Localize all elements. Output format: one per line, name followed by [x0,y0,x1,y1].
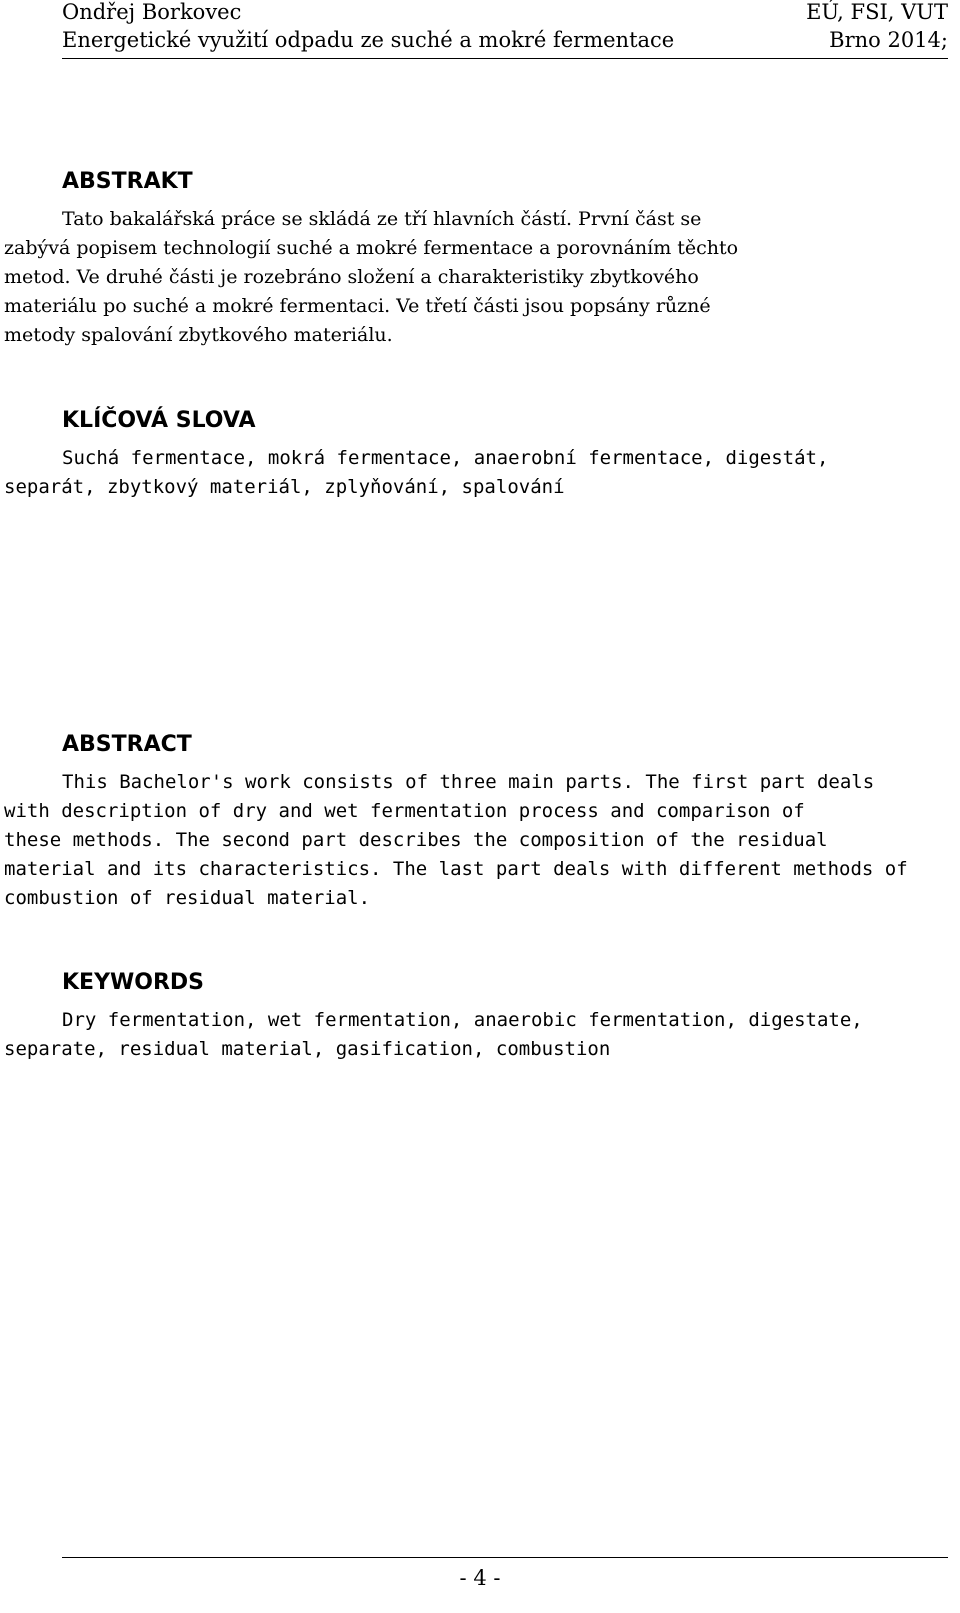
klicova-slova-line: separát, zbytkový materiál, zplyňování, spalování [4,476,565,498]
klicova-slova-paragraph [4,444,940,502]
abstrakt-line: materiálu po suché a mokré fermentaci. Ve třetí části jsou popsány různé [4,295,711,317]
running-header [62,0,948,59]
keywords-paragraph [4,1006,940,1064]
abstrakt-line: zabývá popisem technologií suché a mokré fermentace a porovnáním těchto [4,237,739,259]
header-title: Energetické využití odpadu ze suché a mokré fermentace [62,28,675,52]
header-author: Ondřej Borkovec [62,0,242,24]
footer-rule [62,1557,948,1558]
abstract-paragraph [4,768,940,913]
abstract-heading: ABSTRACT [62,732,192,757]
abstrakt-paragraph [4,205,940,350]
keywords-line: separate, residual material, gasification, combustion [4,1038,611,1060]
keywords-line: Dry fermentation, wet fermentation, anaerobic fermentation, digestate, [62,1009,863,1031]
abstract-line: This Bachelor's work consists of three main parts. The first part deals [62,771,875,793]
abstrakt-line: metod. Ve druhé části je rozebráno složení a charakteristiky zbytkového [4,266,699,288]
klicova-slova-heading: KLÍČOVÁ SLOVA [62,408,256,433]
header-row-bottom [62,28,948,56]
abstract-line: combustion of residual material. [4,887,371,909]
abstrakt-heading: ABSTRAKT [62,169,193,194]
page-number: - 4 - [459,1566,501,1590]
klicova-slova-line: Suchá fermentace, mokrá fermentace, anaerobní fermentace, digestát, [62,447,829,469]
abstract-line: material and its characteristics. The last part deals with different methods of [4,858,908,880]
abstract-line: these methods. The second part describes the composition of the residual [4,829,828,851]
abstrakt-line: Tato bakalářská práce se skládá ze tří hlavních částí. První část se [62,208,702,230]
header-row-top [62,0,948,28]
abstrakt-line: metody spalování zbytkového materiálu. [4,324,393,346]
abstract-line: with description of dry and wet fermentation process and comparison of [4,800,805,822]
keywords-heading: KEYWORDS [62,970,205,995]
header-institution: EÚ, FSI, VUT [806,0,948,24]
header-place-year: Brno 2014; [829,28,948,52]
